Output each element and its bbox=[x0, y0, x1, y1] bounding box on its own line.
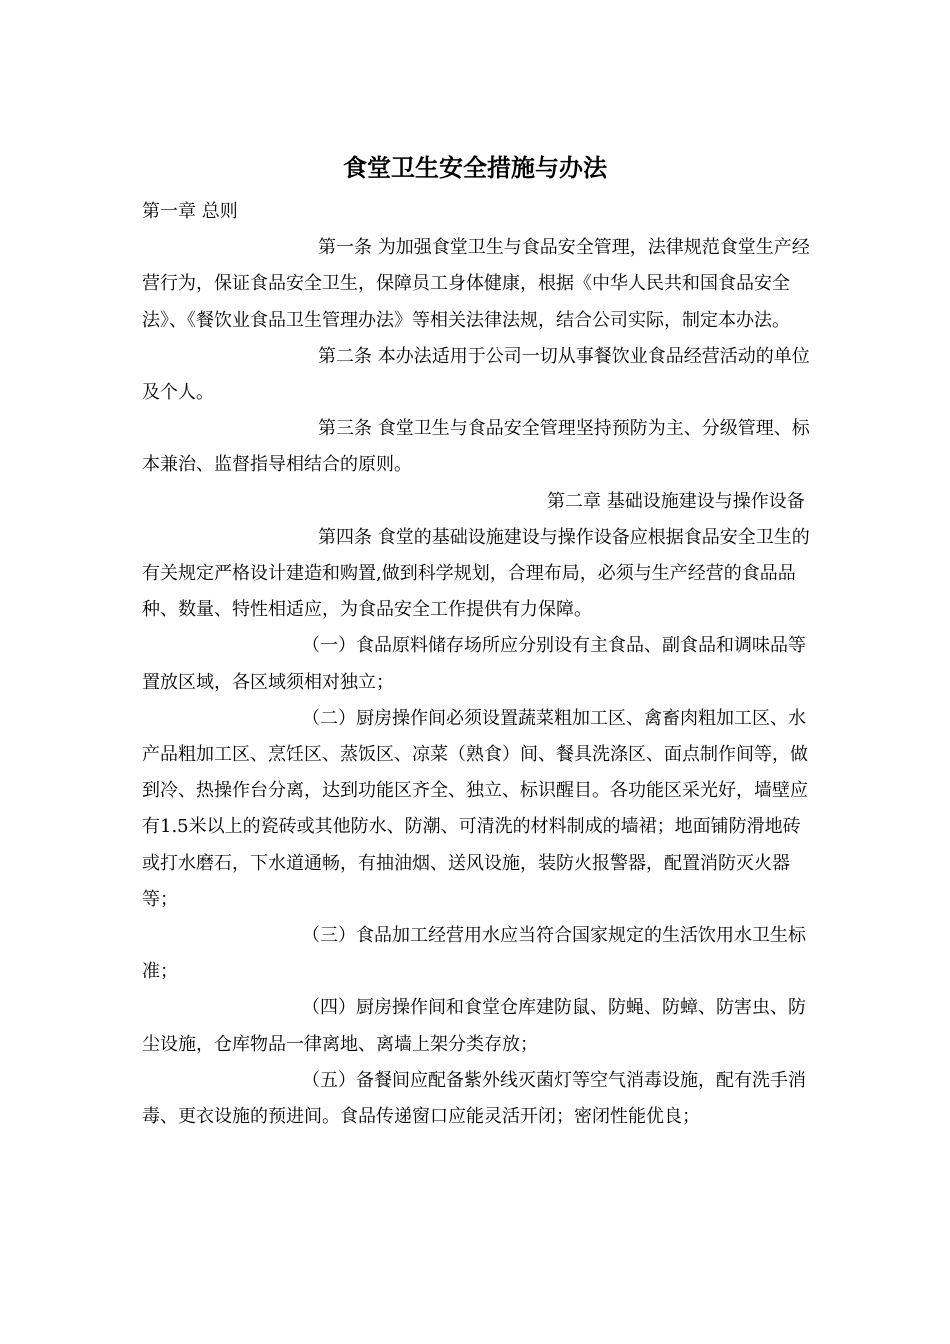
document-body bbox=[142, 194, 812, 1135]
article-4-item-5: （五）备餐间应配备紫外线灭菌灯等空气消毒设施，配有洗手消毒、更衣设施的预进间。食品传递窗口应能灵活开闭；密闭性能优良； bbox=[142, 1069, 806, 1128]
chapter-2-heading: 第二章 基础设施建设与操作设备 bbox=[547, 490, 805, 512]
article-3: 第三条 食堂卫生与食品安全管理坚持预防为主、分级管理、标本兼治、监督指导相结合的原则。 bbox=[142, 418, 810, 476]
document-title: 食堂卫生安全措施与办法 bbox=[343, 153, 607, 182]
article-4-item-3: （三）食品加工经营用水应当符合国家规定的生活饮用水卫生标准； bbox=[142, 925, 806, 983]
chapter-1-heading: 第一章 总则 bbox=[142, 201, 238, 222]
article-4-item-4: （四）厨房操作间和食堂仓库建防鼠、防蝇、防蟑、防害虫、防尘设施，仓库物品一律离地、离墙上架分类存放； bbox=[142, 997, 806, 1055]
article-2: 第二条 本办法适用于公司一切从事餐饮业食品经营活动的单位及个人。 bbox=[142, 345, 810, 404]
article-4: 第四条 食堂的基础设施建设与操作设备应根据食品安全卫生的有关规定严格设计建造和购置,做到科学规划，合理布局，必须与生产经营的食品品种、数量、特性相适应，为食品安全工作提供有力保障。 bbox=[142, 526, 810, 621]
article-1: 第一条 为加强食堂卫生与食品安全管理，法律规范食堂生产经营行为，保证食品安全卫生，保障员工身体健康，根据《中华人民共和国食品安全法》、《餐饮业食品卫生管理办法》等相关法律法规，结合公司实际，制定本办法。 bbox=[142, 237, 810, 331]
article-4-item-2: （二）厨房操作间必须设置蔬菜粗加工区、禽畜肉粗加工区、水产品粗加工区、烹饪区、蒸饭区、凉菜（熟食）间、餐具洗涤区、面点制作间等，做到冷、热操作台分离，达到功能区齐全、独立、标识醒目。各功能区采光好，墙壁应有1.5米以上的瓷砖或其他防水、防潮、可清洗的材料制成的墙裙；地面铺防滑地砖或打水磨石，下水道通畅，有抽油烟、送风设施，装防火报警器，配置消防灭火器等； bbox=[142, 707, 808, 910]
article-4-item-1: （一）食品原料储存场所应分别设有主食品、副食品和调味品等置放区域，各区域须相对独立； bbox=[142, 635, 806, 693]
